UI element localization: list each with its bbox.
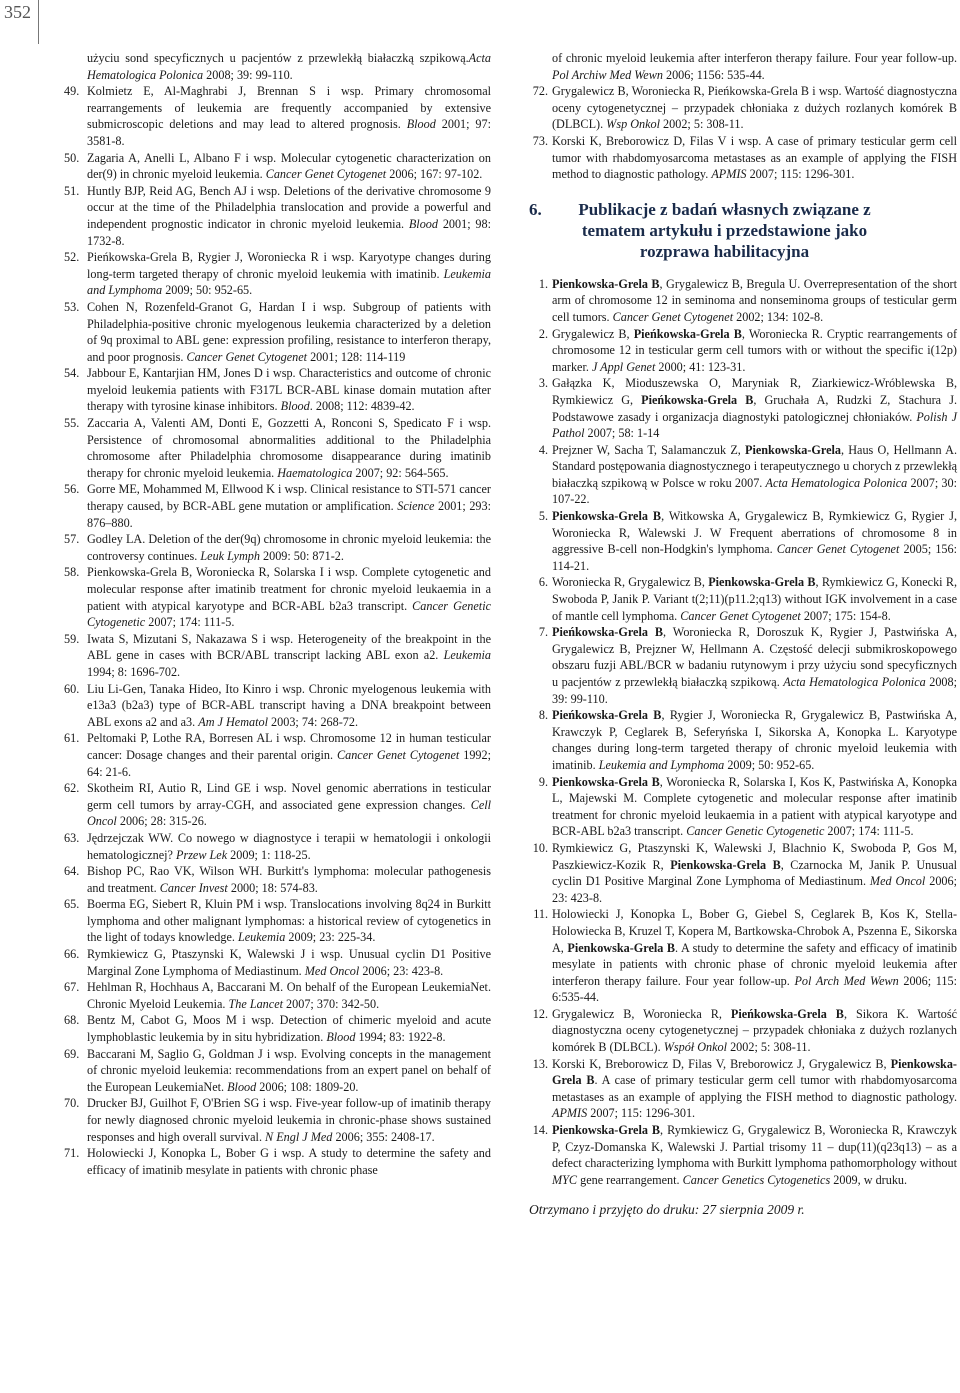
reference-text [87,50,491,83]
reference-entry [64,50,491,83]
reference-text [87,249,491,299]
reference-volume: 2009; 23: 225-34. [285,930,376,945]
reference-text [87,681,491,731]
reference-text [87,946,491,979]
reference-journal: Wsp Onkol [606,117,660,132]
reference-text [552,50,957,83]
reference-entry [64,979,491,1012]
reference-text [87,1046,491,1096]
publication-journal: Cancer Genet Cytogenet [612,309,734,324]
reference-journal: Przew Lek [176,847,228,862]
publication-author-highlight: Pieńkowska-Grela B [641,392,754,407]
publication-citation: , Woroniecka R. Cryptic rearrangements of chromosome 12 in testicular germ cell tumors with or without the specific i(12p) marker. [552,326,958,374]
reference-volume: 2006; 108: 1809-20. [256,1079,359,1094]
reference-number: 55. [64,416,80,431]
reference-number: 49. [64,84,80,99]
reference-text [87,531,491,564]
reference-number: 54. [64,366,80,381]
reference-entry [64,564,491,630]
reference-entry [64,946,491,979]
publication-citation: , Grygalewicz B, Bregula U. Overrepresentation of the short arm of chromosome 12 in seminoma and nonseminoma groups of testicular germ cell tumors. [552,276,957,324]
reference-text [87,1012,491,1045]
reference-text [87,1145,491,1178]
reference-entry [64,730,491,780]
publication-entry [529,707,957,773]
publication-coauthors: Grygalewicz B, Woroniecka R, [552,1006,731,1021]
publication-journal: Med Oncol [869,874,926,889]
reference-citation: Jędrzejczak WW. Co nowego w diagnostyce i terapii w hematologii i onkologii hematologicznej? [87,830,491,862]
publication-journal: Cancer Genet Cytogenet [680,608,801,623]
reference-volume: 2009; 1: 118-25. [227,847,311,862]
reference-citation: Boerma EG, Siebert R, Kluin PM i wsp. Translocations involving 8q24 in Burkitt lymphoma and other malignant lymphomas: a historical review of cytogenetics in the light of todays knowledge. [87,897,491,945]
reference-number: 65. [64,897,80,912]
reference-text [552,133,957,183]
reference-journal: Cell Oncol [87,797,491,829]
publication-journal: Cancer Genetics Cytogenetics [682,1172,831,1187]
reference-text [87,564,491,630]
reference-text [87,481,491,531]
publication-text [552,1006,957,1056]
reference-volume: 2008; 39: 99-110. [203,67,293,82]
publication-volume: 2009, w druku. [830,1172,908,1187]
publication-entry [529,906,957,1006]
reference-number: 58. [64,565,80,580]
publication-citation: , Czarnocka M, Janik P. Unusual cyclin D1 Positive Marginal Zone Lymphoma of Mediastinum. [552,857,957,889]
publication-number: 13. [532,1056,548,1071]
reference-journal: Blood [406,117,436,132]
publication-text [552,906,957,1006]
publication-coauthors: Prejzner W, Sacha T, Salamanczuk Z, [552,442,746,457]
reference-citation: Cohen N, Rozenfeld-Granot G, Hardan I i wsp. Subgroup of patients with Philadelphia-positive chronic myelogenous leukemia characterized by a deletion of 9q proximal to ABL gene: expression profiling, resistance to interferon therapy, and poor prognosis. [87,299,491,364]
publication-text [552,442,957,508]
reference-number: 73. [532,133,548,148]
section-number: 6. [529,199,542,219]
reference-journal: The Lancet [228,996,283,1011]
reference-citation: Kolmietz E, Al-Maghrabi J, Brennan S i wsp. Primary chromosomal rearrangements of leukemia are frequently accompanied by extensive submicroscopic deletions and may lead to altered prognosis. [87,84,491,132]
publication-number: 4. [538,442,548,457]
publication-text [552,326,957,376]
publication-author-highlight: Pienkowska-Grela B [708,575,816,590]
publication-coauthors: Holowiecki J, Konopka L, Bober G, Giebel S, Ceglarek B, Kos K, Stella-Holowiecka B, Kruzel T, Kopera M, Bartkowska-Chrobok A, Pszenna E, Sikorska A, [552,907,957,955]
reference-text [87,730,491,780]
publication-list [529,276,957,1189]
reference-text [87,863,491,896]
reference-text [87,1095,491,1145]
reference-entry [64,631,491,681]
publication-text [552,1056,957,1122]
reference-journal: Leukemia [237,930,286,945]
publication-entry [529,840,957,906]
reference-journal: Cancer Invest [159,880,228,895]
reference-text [87,150,491,183]
reference-volume: 1994; 83: 1922-8. [355,1030,446,1045]
publication-author-highlight: Pieńkowska-Grela B [633,326,742,341]
reference-entry [64,83,491,149]
reference-volume: 2003; 74: 268-72. [267,714,359,729]
reference-number: 53. [64,299,80,314]
publication-volume: gene rearrangement. [577,1172,683,1187]
publication-text [552,1122,957,1188]
reference-journal: APMIS [711,167,747,182]
received-date-note: Otrzymano i przyjęto do druku: 27 sierpnia 2009 r. [529,1202,805,1218]
publication-entry [529,774,957,840]
reference-volume: 2006; 28: 315-26. [116,814,207,829]
reference-text [552,83,957,133]
publication-text [552,276,957,326]
publication-text [552,707,957,773]
publication-citation: , Woroniecka R, Doroszuk K, Rygier J, Pastwińska A, Grygalewicz B, Prejzner W, Hellmann A. Częstość delecji submikroskopowego obszaru fuzji ABL/BCR w badaniu rutynowym i przy użyciu sond specyficznych u pacjentów z przewlekłą białaczką szpikową. [552,625,957,689]
reference-entry [64,830,491,863]
publication-journal: APMIS [552,1106,588,1121]
publication-entry [529,1122,957,1188]
reference-volume: 2001; 128: 114-119 [307,349,406,364]
publication-text [552,375,957,441]
reference-citation: Bishop PC, Rao VK, Wilson WH. Burkitt's lymphoma: molecular pathogenesis and treatment. [87,864,491,895]
publication-author-highlight: Pieńkowska-Grela B [552,625,664,640]
publication-citation: , Woroniecka R, Solarska I, Kos K, Pastwińska A, Konopka L, Majewski M. Complete cytogenetic and molecular response after imatinib treatment for chronic myeloid leukaemia in a patient with atypical karyotype and BCR-ABL b2a3 transcript. [552,774,957,839]
publication-author-highlight: Pienkowska-Grela B [552,276,660,291]
reference-citation: Hehlman R, Hochhaus A, Baccarani M. On behalf of the European LeukemiaNet. Chronic Myeloid Leukemia. [87,980,491,1011]
publication-citation: . A study to determine the safety and efficacy of imatinib mesylate in patients with chronic phase of chronic myeloid leukemia after interferon therapy failure. Four year follow-up. [552,940,957,988]
reference-text [87,83,491,149]
publication-number: 8. [538,708,548,723]
reference-citation: użyciu sond specyficznych u pacjentów z przewlekłą białaczką szpikową. [87,51,469,65]
publication-number: 3. [538,376,548,391]
reference-citation: Skotheim RI, Autio R, Lind GE i wsp. Novel genomic aberrations in testicular germ cell tumors by array-CGH, and associated gene expression changes. [87,781,491,812]
publication-volume: 2002; 5: 308-11. [727,1040,811,1055]
reference-citation: of chronic myeloid leukemia after interferon therapy failure. Four year follow-up. [552,51,957,65]
reference-number: 64. [64,864,80,879]
reference-citation: Baccarani M, Saglio G, Goldman J i wsp. Evolving concepts in the management of chronic myeloid leukemia: recommendations from an expert panel on behalf of the European LeukemiaNet. [87,1046,491,1094]
reference-citation: Pienkowska-Grela B, Woroniecka R, Solarska I i wsp. Complete cytogenetic and molecular response after imatinib treatment for chronic myeloid leukaemia in a patient with atypical karyotype and BCR-ABL b2a3 transcript. [87,565,491,613]
reference-entry [64,1012,491,1045]
publication-volume: 2009; 50: 952-65. [724,757,815,772]
reference-entry [64,150,491,183]
publication-entry [529,326,957,376]
section-title: Publikacje z badań własnych związane z tematem artykułu i przedstawione jako rozprawa habilitacyjna [578,199,871,261]
reference-entry [64,299,491,365]
reference-number [529,50,552,83]
publication-citation: , Haus O, Hellmann A. Standard postępowania diagnostycznego i terapeutycznego u chorych z przewlekłą białaczką szpikową w Polsce w roku 2007. [552,442,957,490]
reference-citation: Bentz M, Cabot G, Moos M i wsp. Detection of chimeric myeloid and acute lymphoblastic leukemia by in situ hybridization. [87,1013,491,1045]
publication-text [552,508,957,574]
section-heading [529,199,957,262]
publication-journal: Cancer Genetic Cytogenetic [686,824,825,839]
reference-text [87,830,491,863]
publication-author-highlight: Pieńkowska-Grela B [552,708,662,723]
reference-number: 71. [64,1146,80,1161]
publication-volume: 2002; 134: 102-8. [733,309,824,324]
reference-citation: Jabbour E, Kantarjian HM, Jones D i wsp. Characteristics and outcome of chronic myeloid leukemia patients with F317L BCR-ABL kinase domain mutation after therapy with tyrosine kinase inhibitors. [87,366,491,414]
reference-volume: 1992; 64: 21-6. [87,747,491,779]
reference-journal: Blood [280,399,310,414]
reference-volume: 2007; 370: 342-50. [282,996,380,1011]
publication-volume: 2007; 175: 154-8. [800,608,891,623]
reference-text [87,365,491,415]
publication-number: 9. [538,774,548,789]
reference-journal: Leukemia and Lymphoma [87,266,491,298]
publication-author-highlight: Pienkowska-Grela [745,442,841,457]
publication-citation: . A case of primary testicular germ cell tumor with rhabdomyosarcoma metastases as an example of applying the FISH method to diagnostic pathology. [552,1073,957,1104]
publication-volume: 2006; 23: 423-8. [552,874,957,905]
reference-entry [64,415,491,481]
reference-number: 56. [64,482,80,497]
publication-citation: , Rygier J, Woroniecka R, Grygalewicz B, Pastwińska A, Krawczyk P, Ceglarek B, Seferyńska I, Sikorska A, Konopka L. Karyotype changes during long-term targeted therapy of chronic myeloid leukemia with imatinib. [552,708,957,772]
reference-entry [64,681,491,731]
publication-author-highlight: Pienkowska-Grela B [552,1123,661,1138]
reference-text [87,896,491,946]
publication-text [552,624,957,707]
publication-volume: 2000; 41: 123-31. [655,359,746,374]
reference-entry [64,365,491,415]
reference-number: 51. [64,183,80,198]
reference-number: 62. [64,781,80,796]
reference-journal: Cancer Genet Cytogenet [336,747,460,762]
right-column-references [529,50,957,183]
reference-volume: . 2008; 112: 4839-42. [309,399,415,414]
right-column [529,50,957,1218]
reference-volume: 2007; 92: 564-565. [352,465,449,480]
reference-number [64,50,87,83]
publication-coauthors: Grygalewicz B, [552,326,634,341]
reference-number: 60. [64,681,80,696]
reference-entry [64,249,491,299]
publication-entry [529,508,957,574]
publication-journal: Pol Arch Med Wewn [794,973,899,988]
publication-text [552,774,957,840]
reference-journal: Med Oncol [304,963,360,978]
reference-number: 63. [64,830,80,845]
publication-citation: , Rymkiewicz G, Grygalewicz B, Woroniecka R, Krawczyk P, Czyz-Domanska K, Walewski J. Partial trisomy 11 – dup(11)(q23q13) – as a defect characterizing lymphoma with Burkitt lymphoma pathomorphology without [552,1123,957,1171]
publication-number: 5. [538,509,548,524]
publication-volume: 2005; 156: 114-21. [552,542,957,573]
reference-journal: Blood [408,216,438,231]
reference-text [87,780,491,830]
publication-number: 7. [538,625,548,640]
reference-entry [64,896,491,946]
publication-journal: Acta Hematologica Polonica [765,475,908,490]
reference-text [87,631,491,681]
reference-number: 57. [64,532,80,547]
reference-entry [529,83,957,133]
publication-number: 11. [533,907,548,922]
reference-volume: 2001; 97: 3581-8. [87,117,491,148]
publication-number: 12. [532,1006,548,1021]
reference-citation: Holowiecki J, Konopka L, Bober G i wsp. A study to determine the safety and efficacy of imatinib mesylate in patients with chronic phase [87,1146,491,1177]
reference-entry [529,133,957,183]
publication-volume: 2008; 39: 99-110. [552,675,957,706]
reference-entry [64,183,491,249]
publication-volume: 2007; 30: 107-22. [552,475,957,507]
reference-number: 72. [532,84,548,99]
reference-journal: Haematologica [277,465,353,480]
page-divider-rule [38,0,39,44]
publication-number: 1. [538,276,548,291]
reference-volume: 2006; 1156: 535-44. [662,67,765,82]
publication-citation: , Sikora K. Wartość diagnostyczna oceny cytogenetycznej – przypadek chłoniaka z dużych rozlanych komórek B (DLBCL). [552,1006,957,1055]
reference-number: 66. [64,947,80,962]
publication-number: 6. [538,575,548,590]
reference-journal: Am J Hematol [198,714,268,729]
reference-citation: Liu Li-Gen, Tanaka Hideo, Ito Kinro i wsp. Chronic myelogenous leukemia with e13a3 (b2a3) type of BCR-ABL transcript having a DNA breakpoint between ABL exons a2 and a3. [87,681,491,729]
reference-volume: 2006; 23: 423-8. [359,963,444,978]
reference-text [87,415,491,481]
publication-coauthors: Korski K, Breborowicz D, Filas V, Breborowicz J, Grygalewicz B, [552,1056,891,1071]
reference-entry [64,780,491,830]
reference-citation: Godley LA. Deletion of the der(9q) chromosome in chronic myeloid leukemia: the controversy continues. [87,532,491,563]
publication-volume: 2006; 115: 6:535-44. [552,973,958,1005]
reference-citation: Gorre ME, Mohammed M, Ellwood K i wsp. Clinical resistance to STI-571 cancer therapy caused, by BCR-ABL gene mutation or amplification. [87,482,491,514]
publication-entry [529,624,957,707]
publication-text [552,840,957,906]
reference-volume: 2009; 50: 952-65. [162,283,253,298]
reference-volume: 2009: 50: 871-2. [259,548,344,563]
publication-number: 14. [532,1123,548,1138]
reference-citation: Zaccaria A, Valenti AM, Donti E, Gozzetti A, Ronconi S, Spedicato F i wsp. Persistence of chromosomal abnormalities additional to the Philadelphia chromosome after Philadelphia chromosome disappearance during imatinib therapy for chronic myeloid leukemia. [87,416,491,480]
reference-journal: Science [397,499,435,514]
reference-entry [64,1046,491,1096]
reference-citation: Pieńkowska-Grela B, Rygier J, Woroniecka R i wsp. Karyotype changes during long-term targeted therapy of chronic myeloid leukemia with imatinib. [87,250,491,281]
publication-author-highlight: Pieńkowska-Grela B [730,1006,844,1021]
reference-citation: Peltomaki P, Lothe RA, Borresen AL i wsp. Chromosome 12 in human testicular cancer: Dosage changes and their parental origin. [87,731,491,762]
publication-author-highlight: Pienkowska-Grela B [552,509,662,524]
reference-journal: Blood [326,1030,356,1045]
reference-volume: 2006; 355: 2408-17. [332,1129,435,1144]
reference-number: 61. [64,731,80,746]
publication-journal: Leukemia and Lymphoma [598,757,725,772]
reference-citation: Huntly BJP, Reid AG, Bench AJ i wsp. Deletions of the derivative chromosome 9 occur at the time of the Philadelphia translocation and provide a powerful and independent prognostic indicator in chronic myeloid leukemia. [87,183,491,231]
reference-text [87,183,491,249]
publication-coauthors: Woroniecka R, Grygalewicz B, [552,575,709,590]
publication-entry [529,375,957,441]
publication-number: 2. [538,326,548,341]
reference-volume: 2001; 293: 876–880. [87,499,491,530]
reference-text [87,979,491,1012]
publication-journal: Cancer Genet Cytogenet [776,542,900,557]
reference-volume: 2001; 98: 1732-8. [87,216,491,248]
reference-number: 68. [64,1013,80,1028]
publication-citation: , Rymkiewicz G, Konecki R, Swoboda P, Janik P. Variant t(2;11)(p11.2;q13) without IGK involvement in a case of mantle cell lymphoma. [552,575,957,623]
reference-journal: Acta Hematologica Polonica [87,51,491,82]
publication-journal: Współ Onkol [663,1040,728,1055]
reference-journal: Cancer Genet Cytogenet [186,349,308,364]
reference-citation: Drucker BJ, Guilhot F, O'Brien SG i wsp. Five-year follow-up of imatinib therapy for newly diagnosed chronic myeloid leukemia in chronic-phase shows sustained responses and high overall survival. [87,1096,491,1144]
publication-entry [529,574,957,624]
reference-entry [64,863,491,896]
reference-journal: Cancer Genet Cytogenet [265,167,387,182]
publication-coauthors: Gałązka K, Mioduszewska O, Maryniak R, Ziarkiewicz-Wróblewska B, Rymkiewicz G, [552,376,957,407]
publication-volume: 2007; 174: 111-5. [824,824,914,839]
publication-journal: J Appl Genet [591,359,656,374]
publication-citation: , Gruchała A, Rudzki Z, Stachura J. Podstawowe zasady i organizacja diagnostyki patologicznej chłoniaków. [552,392,957,424]
reference-number: 59. [64,631,80,646]
reference-journal: Blood [227,1079,257,1094]
publication-entry [529,1006,957,1056]
reference-citation: Rymkiewicz G, Ptaszynski K, Walewski J i wsp. Unusual cyclin D1 Positive Marginal Zone Lymphoma of Mediastinum. [87,947,491,978]
reference-number: 50. [64,150,80,165]
left-column-references [64,50,491,1178]
reference-journal: Leuk Lymph [200,548,260,563]
reference-journal: Leukemia [443,648,491,663]
reference-citation: Iwata S, Mizutani S, Nakazawa S i wsp. Heterogeneity of the breakpoint in the ABL gene in cases with BCR/ABL transcript lacking ABL exon a2. [87,631,491,663]
publication-citation: , Witkowska A, Grygalewicz B, Rymkiewicz G, Rygier J, Woroniecka R, Walewski J. W Frequent aberrations of chromosome 8 in aggressive B-cell non-Hodgkin's lymphoma. [552,509,957,557]
reference-number: 70. [64,1096,80,1111]
reference-journal: N Engl J Med [265,1129,333,1144]
reference-number: 52. [64,250,80,265]
reference-citation: Zagaria A, Anelli L, Albano F i wsp. Molecular cytogenetic characterization on der(9) in chronic myeloid leukemia. [87,150,491,182]
publication-text [552,574,957,624]
page-number: 352 [4,2,31,22]
reference-volume: 2002; 5: 308-11. [660,117,744,132]
reference-citation: Grygalewicz B, Woroniecka R, Pieńkowska-Grela B i wsp. Wartość diagnostyczna oceny cytogenetycznej – przypadek chłoniaka z dużych rozlanych komórek B (DLBCL). [552,84,957,132]
publication-volume: 2007; 58: 1-14 [584,426,660,441]
publication-author-highlight: Pienkowska-Grela B [670,857,781,872]
reference-entry [64,1095,491,1145]
publication-entry [529,442,957,508]
reference-volume: 2006; 167: 97-102. [386,167,483,182]
publication-author-highlight: Pienkowska-Grela B [552,774,660,789]
reference-number: 69. [64,1046,80,1061]
reference-entry [529,50,957,83]
reference-number: 67. [64,980,80,995]
reference-entry [64,1145,491,1178]
reference-volume: 1994; 8: 1696-702. [87,664,181,679]
publication-journal: Polish J Pathol [552,409,958,441]
publication-coauthors: Rymkiewicz G, Ptaszynski K, Walewski J, Blachnio K, Swoboda P, Gos M, Paszkiewicz-Kozik R, [552,840,957,872]
reference-text [87,299,491,365]
publication-entry [529,1056,957,1122]
publication-entry [529,276,957,326]
reference-citation: Korski K, Breborowicz D, Filas V i wsp. A case of primary testicular germ cell tumor with rhabdomyosarcoma metastases as an example of applying the FISH method to diagnostic pathology. [552,133,957,182]
publication-author-highlight: Pienkowska-Grela B [567,940,676,955]
publication-journal: MYC [552,1172,578,1187]
reference-journal: Cancer Genetic Cytogenetic [87,598,491,630]
reference-volume: 2000; 18: 574-83. [227,880,318,895]
publication-number: 10. [532,840,548,855]
reference-entry [64,481,491,531]
reference-journal: Pol Archiw Med Wewn [552,67,663,82]
reference-entry [64,531,491,564]
reference-volume: 2007; 174: 111-5. [145,615,235,630]
publication-author-highlight: Pienkowska-Grela B [552,1056,957,1088]
publication-journal: Acta Hematologica Polonica [783,675,926,689]
publication-volume: 2007; 115: 1296-301. [587,1106,696,1121]
reference-volume: 2007; 115: 1296-301. [746,167,855,182]
